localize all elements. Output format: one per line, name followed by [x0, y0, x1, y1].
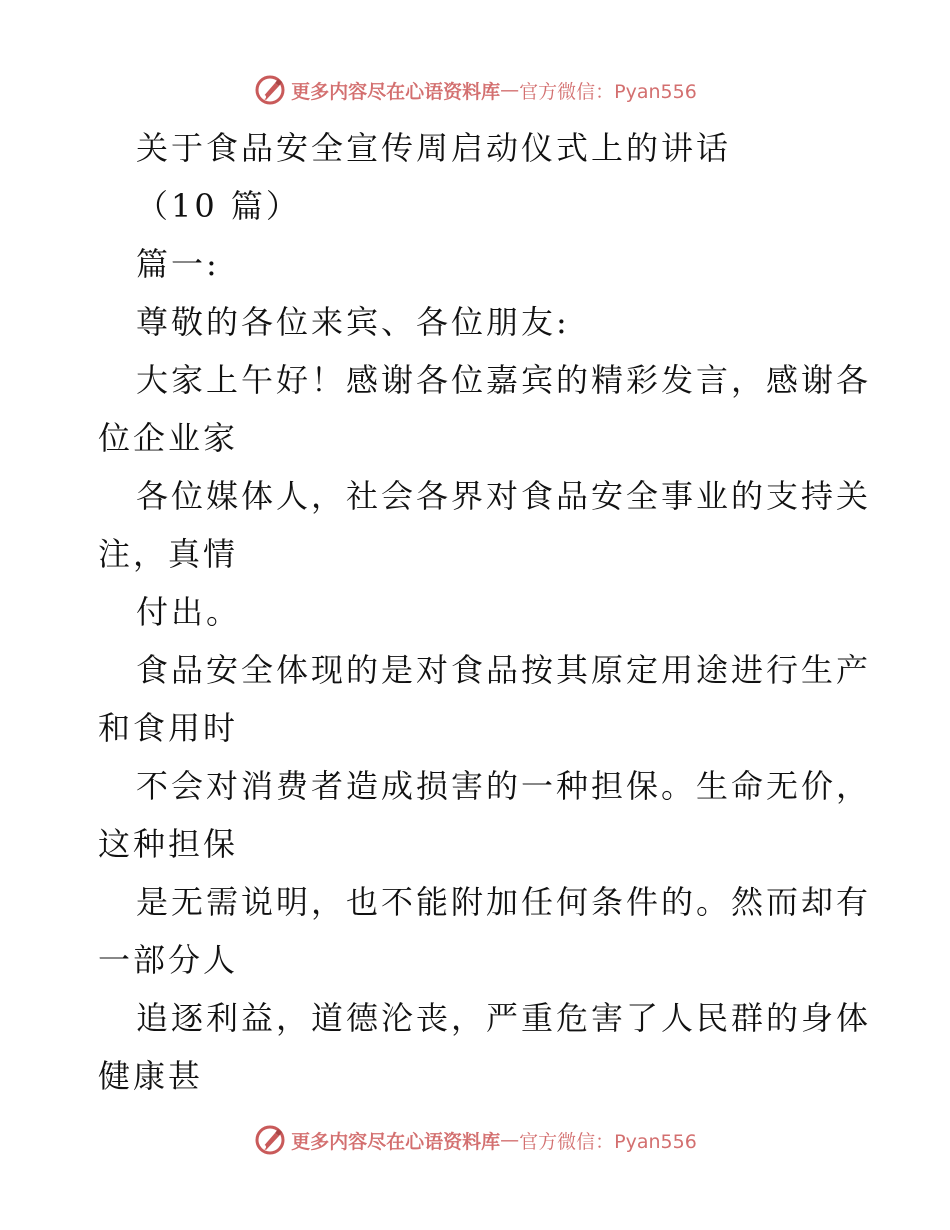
watermark-wechat-text: 官方微信：Pyan556 — [519, 1130, 697, 1153]
paragraph-line: 注，真情 — [98, 535, 239, 573]
watermark-main-text: 更多内容尽在心语资料库 — [291, 1130, 501, 1153]
paragraph-line: 追逐利益，道德沦丧，严重危害了人民群的身体 — [136, 999, 872, 1037]
paragraph-line: 食品安全体现的是对食品按其原定用途进行生产 — [136, 651, 872, 689]
pen-logo-icon — [253, 1123, 287, 1157]
salutation: 尊敬的各位来宾、各位朋友: — [136, 303, 570, 341]
footer-watermark — [0, 1120, 950, 1160]
watermark-main-text: 更多内容尽在心语资料库 — [291, 80, 501, 103]
paragraph-line: 位企业家 — [98, 419, 239, 457]
paragraph-line: 健康甚 — [98, 1057, 204, 1095]
paragraph-line: 各位媒体人，社会各界对食品安全事业的支持关 — [136, 477, 872, 515]
header-watermark — [0, 70, 950, 110]
title-line-2: （10 篇） — [136, 187, 301, 225]
paragraph-line: 和食用时 — [98, 709, 239, 747]
paragraph-line: 这种担保 — [98, 825, 239, 863]
watermark-wechat-text: 官方微信：Pyan556 — [519, 80, 697, 103]
watermark-dash: — — [500, 79, 520, 101]
pen-logo-icon — [253, 73, 287, 107]
paragraph-line: 大家上午好！感谢各位嘉宾的精彩发言，感谢各 — [136, 361, 872, 399]
paragraph-line: 付出。 — [136, 593, 242, 631]
paragraph-line: 不会对消费者造成损害的一种担保。生命无价， — [136, 767, 872, 805]
paragraph-line: 是无需说明，也不能附加任何条件的。然而却有 — [136, 883, 872, 921]
watermark-dash: — — [500, 1129, 520, 1151]
section-heading: 篇一: — [136, 245, 220, 283]
paragraph-line: 一部分人 — [98, 941, 239, 979]
title-line-1: 关于食品安全宣传周启动仪式上的讲话 — [136, 129, 732, 167]
